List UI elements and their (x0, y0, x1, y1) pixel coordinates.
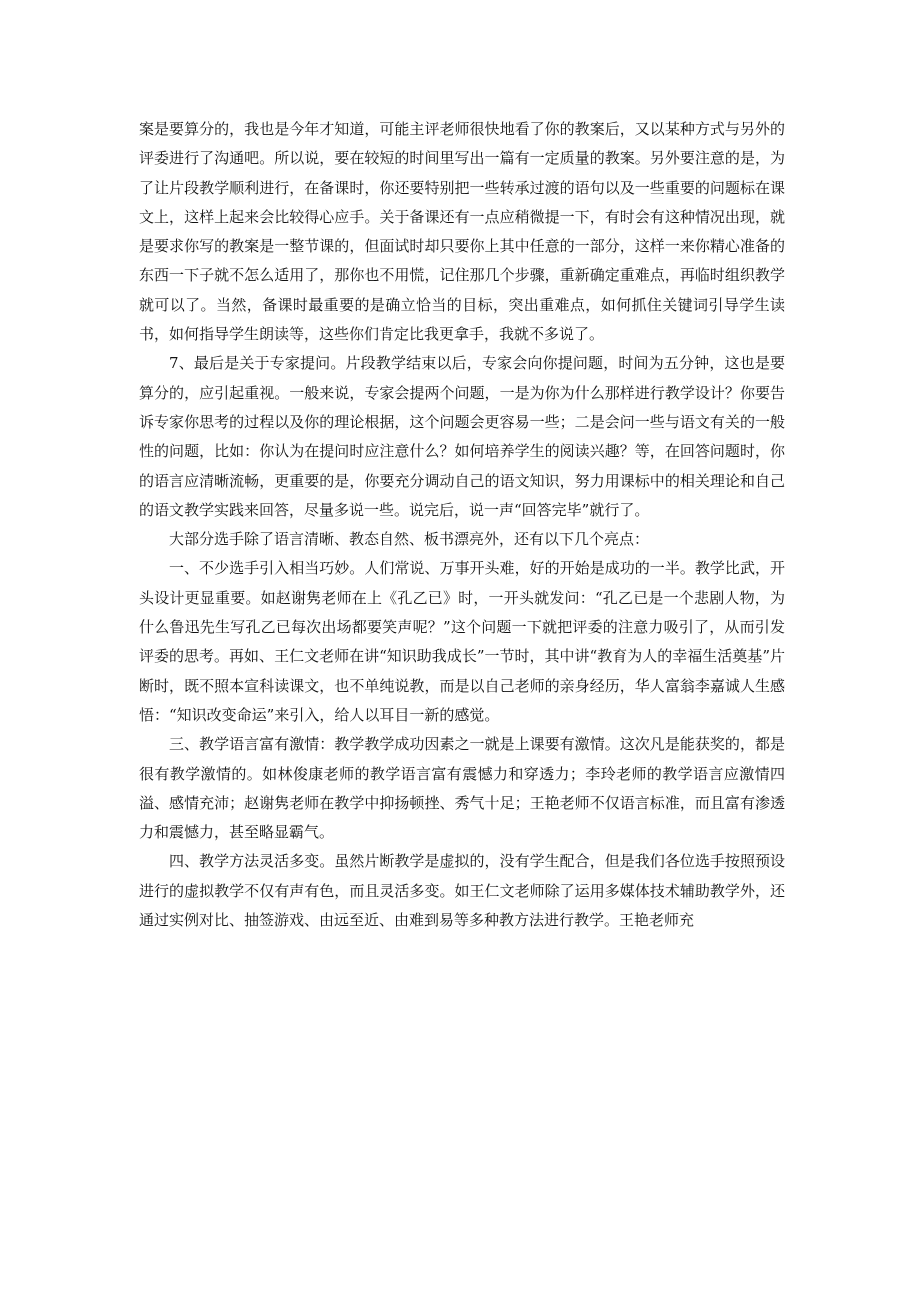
document-body (139, 115, 785, 935)
paragraph-1: 案是要算分的，我也是今年才知道，可能主评老师很快地看了你的教案后，又以某种方式与另外的评委进行了沟通吧。所以说，要在较短的时间里写出一篇有一定质量的教案。另外要注意的是，为了让片段教学顺利进行，在备课时，你还要特别把一些转承过渡的语句以及一些重要的问题标在课文上，这样上起来会比较得心应手。关于备课还有一点应稍微提一下，有时会有这种情况出现，就是要求你写的教案是一整节课的，但面试时却只要你上其中任意的一部分，这样一来你精心准备的东西一下子就不怎么适用了，那你也不用慌，记住那几个步骤，重新确定重难点，再临时组织教学就可以了。当然，备课时最重要的是确立恰当的目标，突出重难点，如何抓住关键词引导学生读书，如何指导学生朗读等，这些你们肯定比我更拿手，我就不多说了。 (139, 120, 785, 344)
paragraph-3: 大部分选手除了语言清晰、教态自然、板书漂亮外，还有以下几个亮点： (169, 530, 650, 549)
paragraph-4: 一、不少选手引入相当巧妙。人们常说、万事开头难，好的开始是成功的一半。教学比武，开头设计更显重要。如赵谢隽老师在上《孔乙已》时，一开头就发问：“孔乙已是一个悲剧人物，为什么鲁迅先生写孔乙已每次出场都要笑声呢？”这个问题一下就把评委的注意力吸引了，从而引发评委的思考。再如、王仁文老师在讲“知识助我成长”一节时，其中讲“教育为人的幸福生活奠基”片断时，既不照本宣科读课文，也不单纯说教，而是以自己老师的亲身经历，华人富翁李嘉诚人生感悟：“知识改变命运”来引入，给人以耳目一新的感觉。 (139, 559, 785, 724)
paragraph-5: 三、教学语言富有激情：教学教学成功因素之一就是上课要有激情。这次凡是能获奖的，都是很有教学激情的。如林俊康老师的教学语言富有震憾力和穿透力；李玲老师的教学语言应激情四溢、感情充沛；赵谢隽老师在教学中抑扬顿挫、秀气十足；王艳老师不仅语言标准，而且富有渗透力和震憾力，甚至略显霸气。 (139, 735, 785, 842)
paragraph-2: 7、最后是关于专家提问。片段教学结束以后，专家会向你提问题，时间为五分钟，这也是要算分的，应引起重视。一般来说，专家会提两个问题，一是为你为什么那样进行教学设计？你要告诉专家你思考的过程以及你的理论根据，这个问题会更容易一些；二是会问一些与语文有关的一般性的问题，比如：你认为在提问时应注意什么？如何培养学生的阅读兴趣？等，在回答问题时，你的语言应清晰流畅，更重要的是，你要充分调动自己的语文知识，努力用课标中的相关理论和自己的语文教学实践来回答，尽量多说一些。说完后，说一声“回答完毕”就行了。 (139, 354, 785, 519)
paragraph-6: 四、教学方法灵活多变。虽然片断教学是虚拟的，没有学生配合，但是我们各位选手按照预设进行的虚拟教学不仅有声有色，而且灵活多变。如王仁文老师除了运用多媒体技术辅助教学外，还通过实例对比、抽签游戏、由远至近、由难到易等多种教方法进行教学。王艳老师充 (139, 852, 785, 930)
